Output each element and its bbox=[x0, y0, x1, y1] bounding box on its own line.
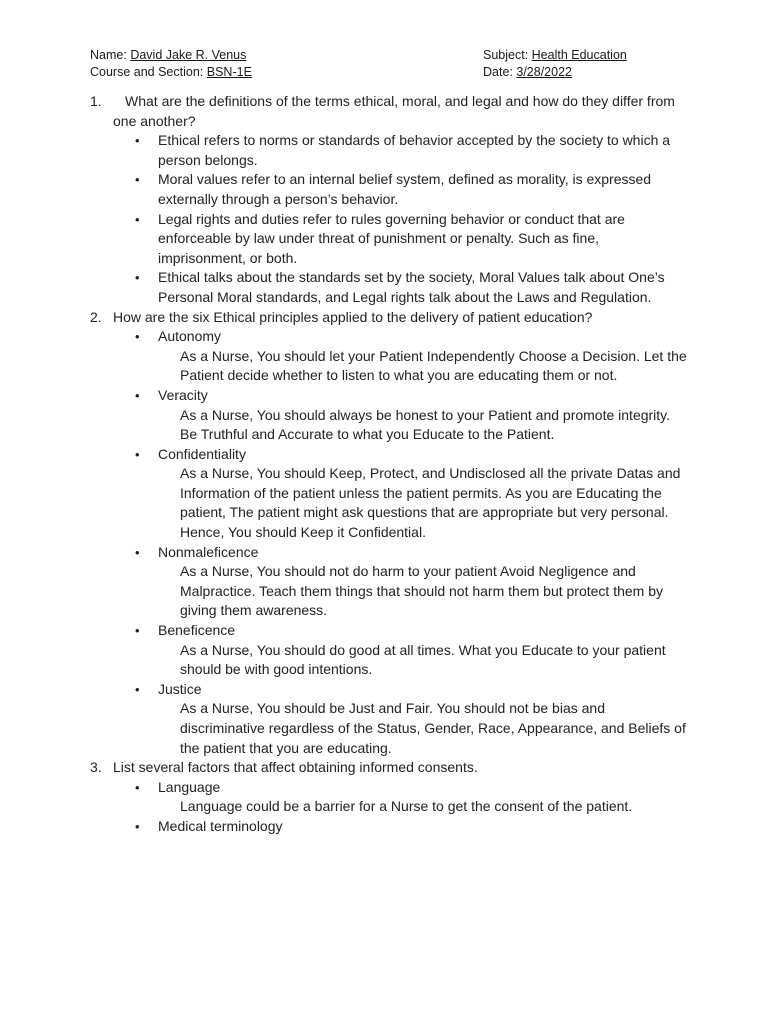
header-right bbox=[483, 47, 627, 81]
factor-detail: Language could be a barrier for a Nurse to get the consent of the patient. bbox=[180, 798, 633, 815]
name-value: David Jake R. Venus bbox=[130, 48, 247, 62]
document-body bbox=[90, 92, 690, 837]
bullet-icon: • bbox=[135, 681, 140, 697]
list-item bbox=[135, 386, 690, 445]
principle-title: Confidentiality bbox=[158, 445, 246, 462]
list-item-text: Moral values refer to an internal belief system, defined as morality, is expressed externally through a person’s behavior. bbox=[158, 171, 652, 207]
bullet-icon: • bbox=[135, 779, 140, 795]
principle-title: Beneficence bbox=[158, 622, 236, 639]
list-item-text: Ethical talks about the standards set by the society, Moral Values talk about One’s Personal Moral standards, and Legal rights talk about the Laws and Regulation. bbox=[158, 269, 665, 305]
answer-list-1 bbox=[90, 131, 690, 307]
bullet-icon: • bbox=[135, 818, 140, 834]
list-item bbox=[135, 268, 690, 307]
principle-detail: As a Nurse, You should Keep, Protect, and Undisclosed all the private Datas and Information of the patient unless the patient permits. As you are Educating the patient, The patient might ask questions that are appropriate but very personal. Hence, You should Keep it Confidential. bbox=[180, 465, 681, 541]
course-line bbox=[90, 64, 252, 81]
list-item bbox=[135, 621, 690, 680]
question-1 bbox=[90, 92, 690, 131]
principle-detail: As a Nurse, You should let your Patient Independently Choose a Decision. Let the Patient decide whether to listen to what you are educating them or not. bbox=[180, 347, 687, 384]
question-2 bbox=[90, 308, 690, 328]
name-line bbox=[90, 47, 252, 64]
bullet-icon: • bbox=[135, 172, 140, 188]
principle-title: Justice bbox=[158, 680, 202, 697]
name-label: Name: bbox=[90, 48, 127, 62]
bullet-icon: • bbox=[135, 211, 140, 227]
list-item bbox=[135, 680, 690, 758]
list-item bbox=[135, 327, 690, 386]
question-number: 2. bbox=[90, 308, 102, 325]
list-item bbox=[135, 170, 690, 209]
question-text: What are the definitions of the terms ethical, moral, and legal and how do they differ from one another? bbox=[113, 93, 675, 129]
list-item bbox=[135, 131, 690, 170]
principle-title: Veracity bbox=[158, 386, 208, 403]
list-item bbox=[135, 543, 690, 621]
header-left bbox=[90, 47, 252, 81]
list-item bbox=[135, 778, 690, 817]
list-item bbox=[135, 210, 690, 269]
bullet-icon: • bbox=[135, 446, 140, 462]
question-3 bbox=[90, 758, 690, 778]
date-line bbox=[483, 64, 627, 81]
bullet-icon: • bbox=[135, 544, 140, 560]
date-label: Date: bbox=[483, 65, 513, 79]
answer-list-2 bbox=[90, 327, 690, 758]
principle-title: Nonmaleficence bbox=[158, 543, 259, 560]
bullet-icon: • bbox=[135, 133, 140, 149]
bullet-icon: • bbox=[135, 387, 140, 403]
principle-detail: As a Nurse, You should be Just and Fair. You should not be bias and discriminative regardless of the Status, Gender, Race, Appearance, and Beliefs of the patient that you are educating. bbox=[180, 700, 686, 756]
question-text: How are the six Ethical principles applied to the delivery of patient education? bbox=[113, 308, 593, 325]
bullet-icon: • bbox=[135, 329, 140, 345]
date-value: 3/28/2022 bbox=[516, 65, 572, 79]
list-item-text: Ethical refers to norms or standards of behavior accepted by the society to which a person belongs. bbox=[158, 132, 671, 168]
question-number: 3. bbox=[90, 759, 102, 776]
principle-detail: As a Nurse, You should always be honest to your Patient and promote integrity. Be Truthful and Accurate to what you Educate to the Patient. bbox=[180, 406, 671, 443]
subject-line bbox=[483, 47, 627, 64]
factor-title: Medical terminology bbox=[158, 817, 283, 834]
list-item-text: Legal rights and duties refer to rules governing behavior or conduct that are enforceable by law under threat of punishment or penalty. Such as fine, imprisonment, or both. bbox=[158, 210, 625, 266]
bullet-icon: • bbox=[135, 623, 140, 639]
subject-label: Subject: bbox=[483, 48, 529, 62]
list-item bbox=[135, 445, 690, 543]
factor-title: Language bbox=[158, 778, 221, 795]
answer-list-3 bbox=[90, 778, 690, 837]
subject-value: Health Education bbox=[531, 48, 627, 62]
question-text: List several factors that affect obtaining informed consents. bbox=[113, 759, 478, 776]
question-number: 1. bbox=[90, 93, 102, 109]
bullet-icon: • bbox=[135, 270, 140, 286]
list-item bbox=[135, 817, 690, 837]
principle-detail: As a Nurse, You should not do harm to your patient Avoid Negligence and Malpractice. Teach them things that should not harm them but protect them by giving them awareness. bbox=[180, 563, 663, 619]
principle-title: Autonomy bbox=[158, 328, 222, 345]
principle-detail: As a Nurse, You should do good at all times. What you Educate to your patient should be with good intentions. bbox=[180, 641, 666, 678]
course-label: Course and Section: bbox=[90, 65, 204, 79]
course-value: BSN-1E bbox=[206, 65, 252, 79]
